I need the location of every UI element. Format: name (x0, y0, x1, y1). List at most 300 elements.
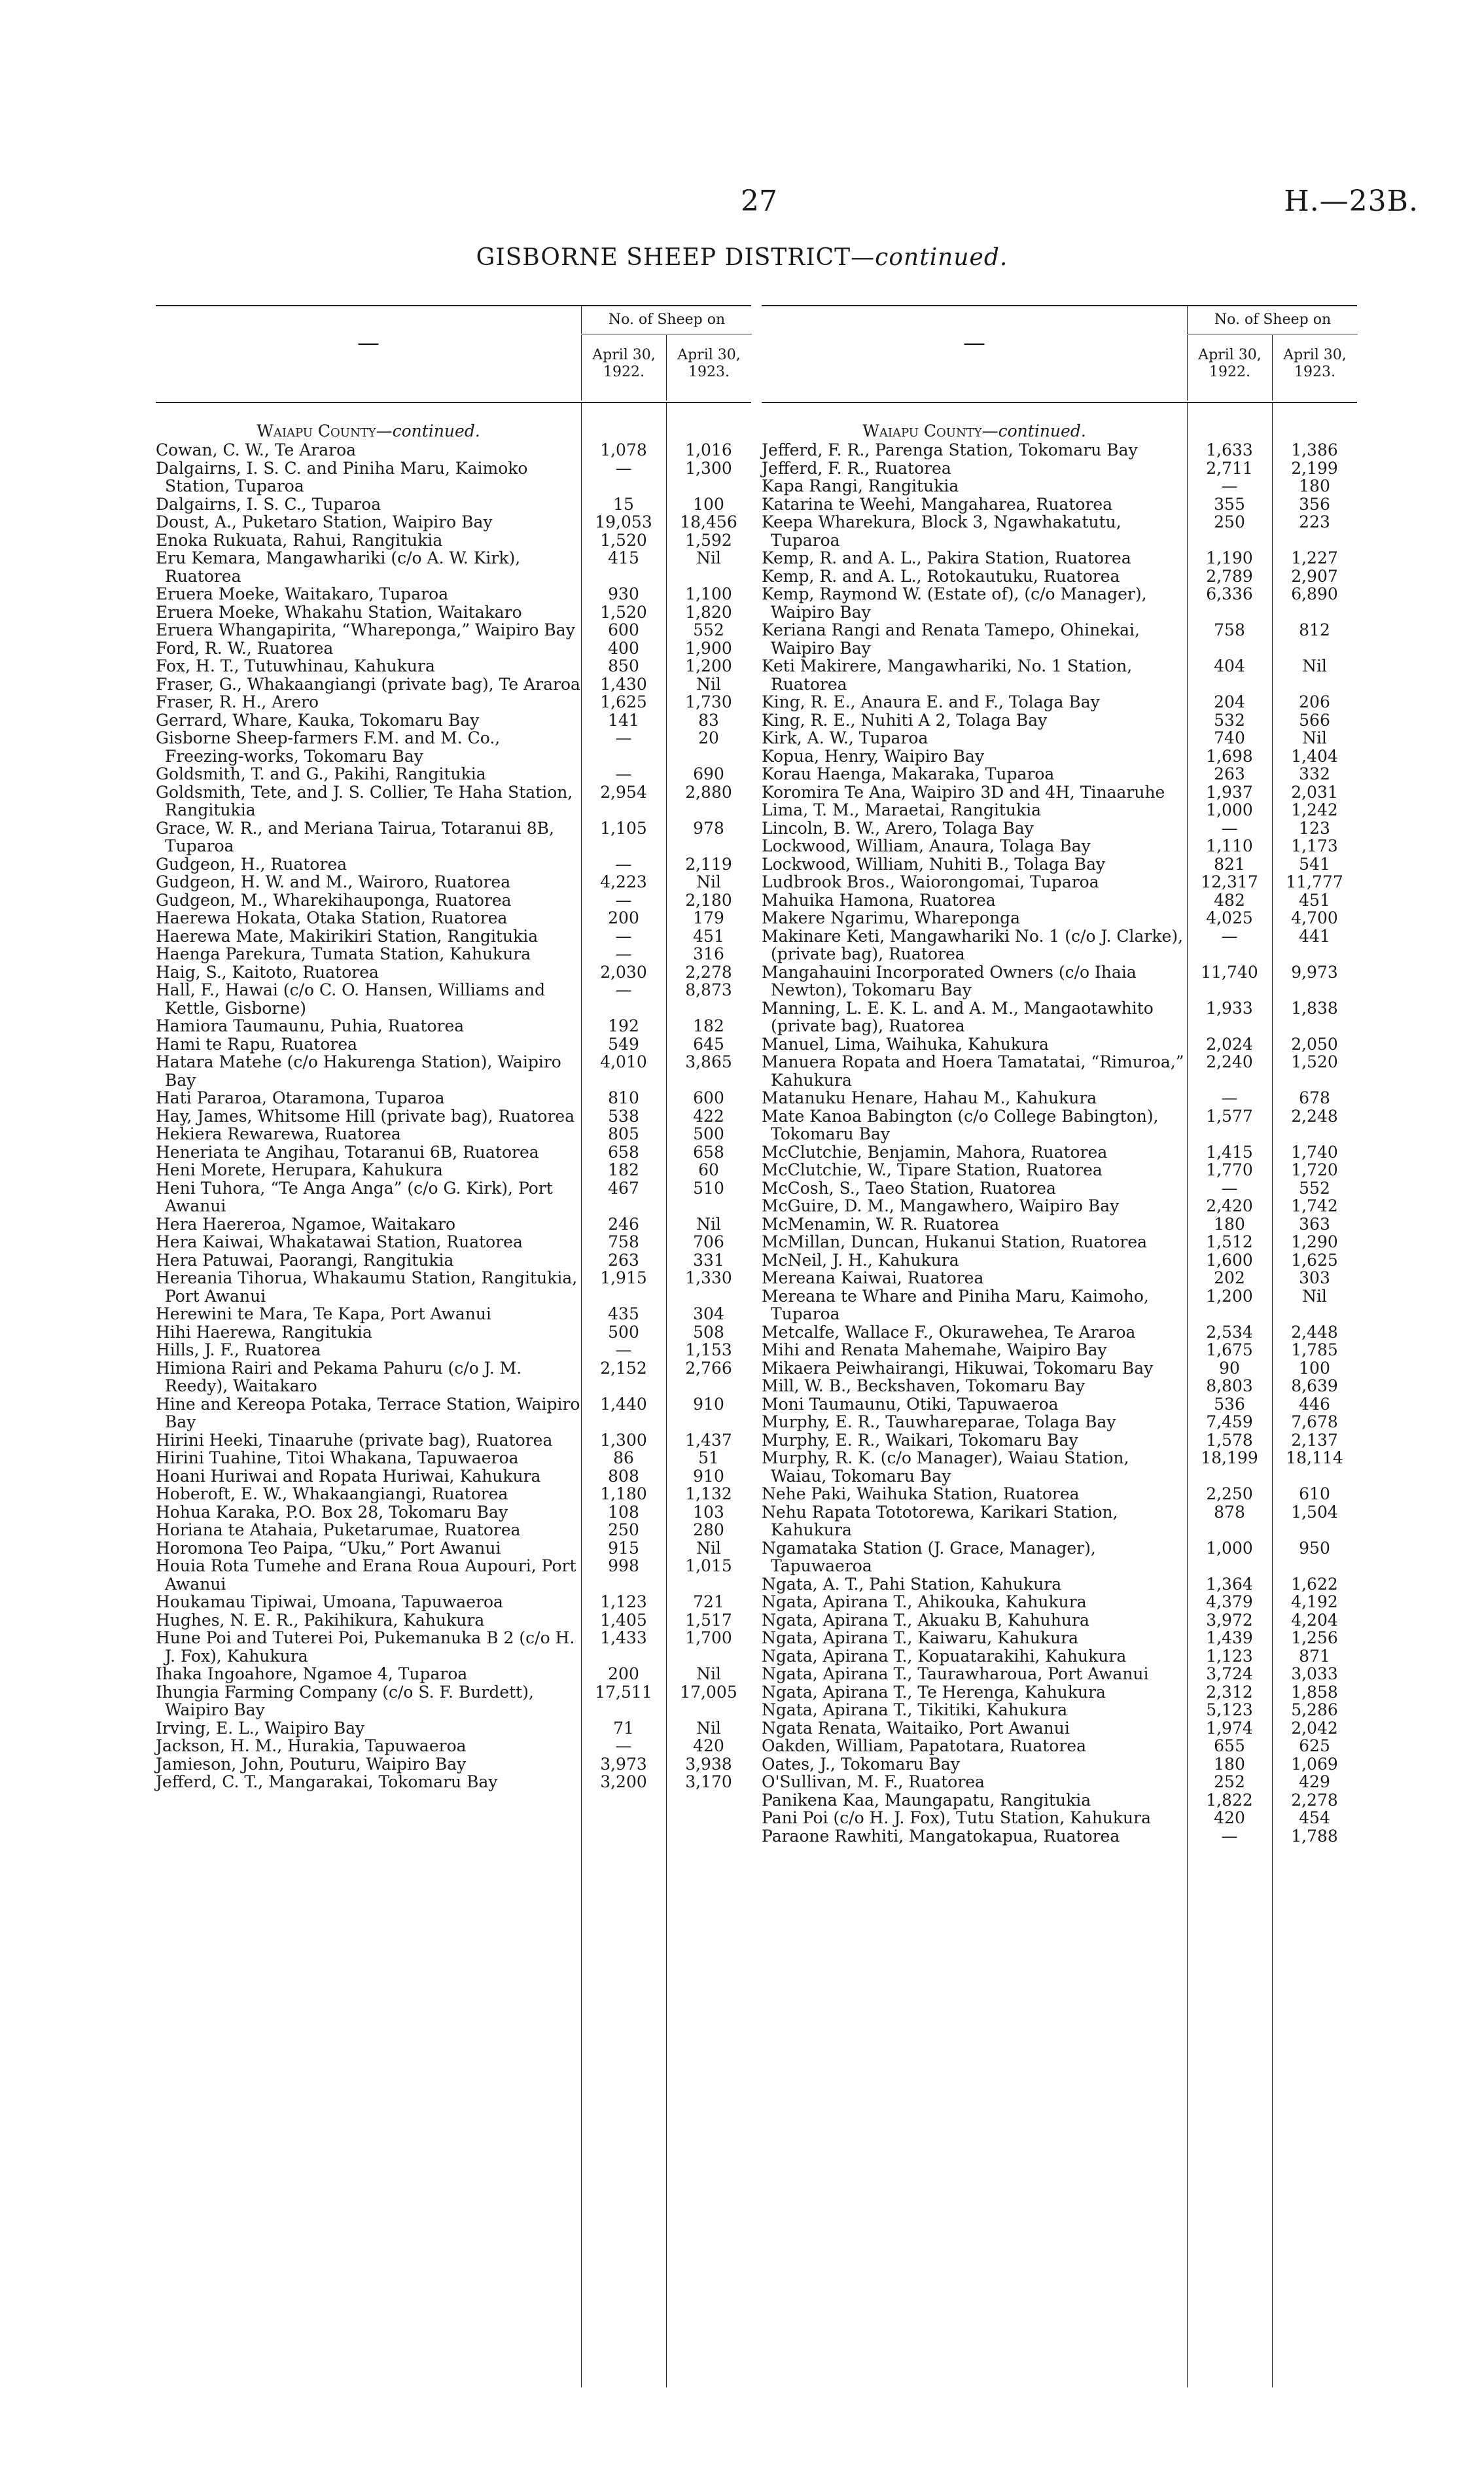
table-row (762, 495, 1357, 514)
table-row (762, 1251, 1357, 1270)
owner-name: Ihaka Ingoahore, Ngamoe 4, Tuparoa (156, 1664, 468, 1683)
owner-name: Kemp, R. and A. L., Pakira Station, Ruatorea (762, 548, 1131, 567)
table-row (762, 1737, 1357, 1755)
owner-name: Fraser, R. H., Arero (156, 692, 319, 711)
table-row (156, 459, 751, 495)
table-row (156, 1179, 751, 1215)
sheep-1922: 482 (1214, 890, 1245, 910)
sheep-1922: 532 (1214, 710, 1245, 730)
sheep-1922: — (615, 890, 632, 910)
owner-name: Hohua Karaka, P.O. Box 28, Tokomaru Bay (156, 1502, 508, 1522)
sheep-1922: — (615, 926, 632, 946)
sheep-1923: 1,227 (1291, 548, 1338, 567)
sheep-1922: 2,152 (600, 1358, 647, 1378)
sheep-1922: 1,675 (1206, 1340, 1253, 1359)
table-row (762, 1449, 1357, 1485)
sheep-1923: 363 (1299, 1214, 1330, 1234)
owner-name: McClutchie, Benjamin, Mahora, Ruatorea (762, 1142, 1108, 1162)
owner-name: Ngata, Apirana T., Taurawharoua, Port Awanui (762, 1664, 1149, 1683)
sheep-1923: 625 (1299, 1736, 1330, 1755)
sheep-1922: — (615, 1736, 632, 1755)
sheep-1923: 8,873 (685, 980, 732, 999)
sheep-1923: 17,005 (680, 1682, 737, 1702)
sheep-1922: 1,430 (600, 674, 647, 694)
sheep-1923: 1,386 (1291, 440, 1338, 459)
sheep-1923: 1,820 (685, 602, 732, 622)
sheep-1923: Nil (696, 1214, 721, 1234)
sheep-1923: 812 (1299, 620, 1330, 639)
sheep-1922: — (615, 944, 632, 963)
table-body (762, 403, 1357, 2387)
table-row (762, 1431, 1357, 1450)
sheep-1923: 645 (693, 1034, 724, 1054)
table-row (762, 1755, 1357, 1774)
owner-name: Jackson, H. M., Hurakia, Tapuwaeroa (156, 1736, 467, 1755)
sheep-1922: 19,053 (595, 512, 652, 531)
sheep-1922: 538 (608, 1106, 639, 1126)
table-row (156, 1161, 751, 1179)
table-row (156, 1665, 751, 1683)
sheep-1922: — (1221, 476, 1238, 495)
owner-name: Keepa Wharekura, Block 3, Ngawhakatutu, Tuparoa (762, 512, 1122, 550)
table-row (762, 1629, 1357, 1647)
table-row (762, 1665, 1357, 1683)
sheep-1923: 83 (698, 710, 719, 730)
owner-name: Goldsmith, T. and G., Pakihi, Rangitukia (156, 764, 486, 783)
table-row (762, 1485, 1357, 1503)
sheep-1922: — (1221, 1826, 1238, 1846)
sheep-1922: 246 (608, 1214, 639, 1234)
sheep-1923: 1,100 (685, 584, 732, 603)
sheep-1923: 2,199 (1291, 458, 1338, 478)
table-row (762, 729, 1357, 747)
table-row (762, 441, 1357, 459)
sheep-1923: 2,050 (1291, 1034, 1338, 1054)
table-row (762, 459, 1357, 478)
sheep-1922: 2,024 (1206, 1034, 1253, 1054)
table-row (762, 1827, 1357, 1846)
header-blank: — (357, 330, 380, 356)
sheep-1922: 1,440 (600, 1394, 647, 1414)
owner-name: Goldsmith, Tete, and J. S. Collier, Te Haha Station, Rangitukia (156, 782, 573, 819)
table-row (156, 513, 751, 531)
owner-name: Ludbrook Bros., Waiorongomai, Tuparoa (762, 872, 1099, 891)
owner-name: Ihungia Farming Company (c/o S. F. Burdett), Waipiro Bay (156, 1682, 534, 1719)
table-row (762, 1233, 1357, 1251)
owner-name: Hughes, N. E. R., Pakihikura, Kahukura (156, 1610, 485, 1630)
owner-name: Grace, W. R., and Meriana Tairua, Totaranui 8B, Tuparoa (156, 818, 554, 855)
sheep-1923: 1,517 (685, 1610, 732, 1630)
table-row (762, 1107, 1357, 1143)
sheep-1923: 60 (698, 1160, 719, 1179)
sheep-1923: 454 (1299, 1808, 1330, 1827)
table-row (762, 1701, 1357, 1719)
owner-name: Fraser, G., Whakaangiangi (private bag), Te Araroa (156, 674, 580, 694)
sheep-1922: 180 (1214, 1754, 1245, 1774)
sheep-1923: 1,300 (685, 458, 732, 478)
sheep-1922: 90 (1219, 1358, 1240, 1378)
sheep-1922: 355 (1214, 494, 1245, 514)
sheep-1923: 3,865 (685, 1052, 732, 1071)
sheep-1922: 1,415 (1206, 1142, 1253, 1162)
owner-name: Keriana Rangi and Renata Tamepo, Ohinekai, Waipiro Bay (762, 620, 1140, 658)
sheep-1922: 204 (1214, 692, 1245, 711)
table-row (762, 1395, 1357, 1414)
sheep-1923: 4,192 (1291, 1592, 1338, 1611)
sheep-1923: 18,456 (680, 512, 737, 531)
table-row (762, 711, 1357, 730)
table-row (762, 1683, 1357, 1702)
owner-name: Enoka Rukuata, Rahui, Rangitukia (156, 530, 443, 550)
owner-name: Koromira Te Ana, Waipiro 3D and 4H, Tinaaruhe (762, 782, 1165, 802)
section-name: Waiapu County— (256, 421, 393, 440)
sheep-1922: 808 (608, 1466, 639, 1486)
sheep-1922: 180 (1214, 1214, 1245, 1234)
table-row (762, 1773, 1357, 1791)
sheep-1923: 541 (1299, 854, 1330, 874)
sheep-1922: 4,379 (1206, 1592, 1253, 1611)
sheep-1922: 1,822 (1206, 1790, 1253, 1810)
sheep-1923: 2,031 (1291, 782, 1338, 802)
table-row (156, 711, 751, 730)
section-heading (762, 403, 1187, 441)
sheep-1923: 11,777 (1286, 872, 1343, 891)
table-row (762, 1035, 1357, 1054)
sheep-1922: 71 (613, 1718, 634, 1738)
table-row (156, 1503, 751, 1522)
sheep-1922: 740 (1214, 728, 1245, 747)
table-row (156, 657, 751, 675)
owner-name: Hay, James, Whitsome Hill (private bag), Ruatorea (156, 1106, 575, 1126)
owner-name: Lockwood, William, Anaura, Tolaga Bay (762, 836, 1091, 855)
sheep-1922: 1,200 (1206, 1286, 1253, 1306)
sheep-1923: 2,278 (1291, 1790, 1338, 1810)
owner-name: Mate Kanoa Babington (c/o College Babington), Tokomaru Bay (762, 1106, 1159, 1143)
sheep-1922: 1,770 (1206, 1160, 1253, 1179)
sheep-1923: 2,137 (1291, 1430, 1338, 1450)
owner-name: King, R. E., Nuhiti A 2, Tolaga Bay (762, 710, 1048, 730)
sheep-1922: 1,000 (1206, 1538, 1253, 1558)
sheep-1922: 1,520 (600, 602, 647, 622)
owner-name: Jefferd, F. R., Ruatorea (762, 458, 951, 478)
sheep-1922: 658 (608, 1142, 639, 1162)
owner-name: McNeil, J. H., Kahukura (762, 1250, 959, 1270)
sheep-1923: 51 (698, 1448, 719, 1467)
owner-name: Mereana Kaiwai, Ruatorea (762, 1268, 984, 1287)
sheep-1922: 878 (1214, 1502, 1245, 1522)
sheep-1923: 123 (1299, 818, 1330, 838)
sheep-1922: — (1221, 818, 1238, 838)
table-row (156, 1341, 751, 1359)
table-row (156, 1773, 751, 1791)
sheep-1922: 1,512 (1206, 1232, 1253, 1251)
sheep-1923: 2,248 (1291, 1106, 1338, 1126)
sheep-1922: 3,724 (1206, 1664, 1253, 1683)
owner-name: Mahuika Hamona, Ruatorea (762, 890, 996, 910)
sheep-1922: 263 (608, 1250, 639, 1270)
sheep-1923: 1,625 (1291, 1250, 1338, 1270)
table-row (156, 1449, 751, 1467)
sheep-1923: 1,200 (685, 656, 732, 675)
sheep-1922: 930 (608, 584, 639, 603)
sheep-1923: 206 (1299, 692, 1330, 711)
owner-name: Manning, L. E. K. L. and A. M., Mangaotawhito (private bag), Ruatorea (762, 998, 1154, 1035)
document-reference: H.—23B. (1284, 185, 1419, 218)
owner-name: Haenga Parekura, Tumata Station, Kahukura (156, 944, 531, 963)
table-row (762, 891, 1357, 910)
sheep-1922: 1,625 (600, 692, 647, 711)
sheep-1923: 1,900 (685, 638, 732, 658)
sheep-1923: 280 (693, 1520, 724, 1539)
sheep-1922: 1,190 (1206, 548, 1253, 567)
header-col-1922: April 30, 1922. (1187, 335, 1272, 401)
sheep-1922: 1,433 (600, 1628, 647, 1647)
sheep-1922: 415 (608, 548, 639, 567)
sheep-1922: 810 (608, 1088, 639, 1107)
sheep-1922: 250 (1214, 512, 1245, 531)
owner-name: Houkamau Tipiwai, Umoana, Tapuwaeroa (156, 1592, 503, 1611)
table-row (156, 1359, 751, 1395)
page-title (0, 244, 1484, 271)
sheep-1923: 3,938 (685, 1754, 732, 1774)
sheep-1922: 1,405 (600, 1610, 647, 1630)
owner-name: Eruera Whangapirita, “Whareponga,” Waipiro Bay (156, 620, 575, 639)
owner-name: Mihi and Renata Mahemahe, Waipiro Bay (762, 1340, 1107, 1359)
table-row (762, 513, 1357, 549)
sheep-1922: — (615, 764, 632, 783)
table-row (156, 585, 751, 603)
sheep-1922: 1,698 (1206, 746, 1253, 766)
table-row (762, 693, 1357, 711)
sheep-1923: 4,204 (1291, 1610, 1338, 1630)
sheep-1923: 2,907 (1291, 566, 1338, 586)
table-header (156, 305, 751, 403)
owner-name: Hera Patuwai, Paorangi, Rangitukia (156, 1250, 454, 1270)
owner-name: Houia Rota Tumehe and Erana Roua Aupouri, Port Awanui (156, 1556, 576, 1594)
owner-name: Lincoln, B. W., Arero, Tolaga Bay (762, 818, 1034, 838)
table-row (156, 693, 751, 711)
sheep-1922: 4,025 (1206, 908, 1253, 927)
sheep-1922: 18,199 (1201, 1448, 1258, 1467)
table-row (762, 567, 1357, 586)
table-row (762, 1413, 1357, 1431)
table-row (156, 981, 751, 1017)
table-row (156, 639, 751, 658)
owner-name: Mangahauini Incorporated Owners (c/o Ihaia Newton), Tokomaru Bay (762, 962, 1137, 999)
sheep-1922: — (615, 854, 632, 874)
sheep-1923: 1,069 (1291, 1754, 1338, 1774)
table-row (762, 1539, 1357, 1575)
table-row (762, 1611, 1357, 1630)
sheep-1923: 508 (693, 1322, 724, 1342)
sheep-1923: 910 (693, 1394, 724, 1414)
sheep-1922: 2,250 (1206, 1484, 1253, 1503)
owner-name: Ngamataka Station (J. Grace, Manager), Tapuwaeroa (762, 1538, 1096, 1575)
sheep-1922: 15 (613, 494, 634, 514)
owner-name: Himiona Rairi and Pekama Pahuru (c/o J. M. Reedy), Waitakaro (156, 1358, 522, 1395)
table-row (762, 855, 1357, 874)
sheep-1923: 1,016 (685, 440, 732, 459)
owner-name: Ngata, Apirana T., Tikitiki, Kahukura (762, 1700, 1068, 1719)
sheep-1922: 500 (608, 1322, 639, 1342)
table-row (762, 1323, 1357, 1342)
owner-name: Gerrard, Whare, Kauka, Tokomaru Bay (156, 710, 480, 730)
sheep-1923: 2,278 (685, 962, 732, 982)
table-row (156, 1125, 751, 1143)
header-col-1922: April 30, 1922. (581, 335, 666, 401)
table-row (156, 963, 751, 982)
sheep-1923: 7,678 (1291, 1412, 1338, 1431)
sheep-1922: 600 (608, 620, 639, 639)
table-row (156, 1611, 751, 1630)
sheep-1923: 552 (693, 620, 724, 639)
sheep-1923: Nil (696, 1538, 721, 1558)
owner-name: Keti Makirere, Mangawhariki, No. 1 Station, Ruatorea (762, 656, 1133, 694)
table-row (156, 1737, 751, 1755)
sheep-1923: 2,042 (1291, 1718, 1338, 1738)
table-body (156, 403, 751, 2387)
sheep-1922: 2,534 (1206, 1322, 1253, 1342)
sheep-1923: 1,838 (1291, 998, 1338, 1018)
owner-name: Hills, J. F., Ruatorea (156, 1340, 321, 1359)
sheep-1922: 6,336 (1206, 584, 1253, 603)
owner-name: Hirini Heeki, Tinaaruhe (private bag), Ruatorea (156, 1430, 553, 1450)
table-row (156, 1485, 751, 1503)
owner-name: Haerewa Mate, Makirikiri Station, Rangitukia (156, 926, 539, 946)
sheep-1922: 3,972 (1206, 1610, 1253, 1630)
owner-name: Korau Haenga, Makaraka, Tuparoa (762, 764, 1055, 783)
sheep-1922: 1,937 (1206, 782, 1253, 802)
owner-name: Eruera Moeke, Waitakaro, Tuparoa (156, 584, 449, 603)
table-row (762, 1089, 1357, 1107)
table-row (156, 729, 751, 765)
owner-name: Ford, R. W., Ruatorea (156, 638, 334, 658)
owner-name: Metcalfe, Wallace F., Okurawehea, Te Araroa (762, 1322, 1136, 1342)
sheep-1923: 2,180 (685, 890, 732, 910)
header-col-1923: April 30, 1923. (666, 335, 751, 401)
table-row (156, 1233, 751, 1251)
owner-name: Murphy, E. R., Waikari, Tokomaru Bay (762, 1430, 1078, 1450)
table-row (762, 999, 1357, 1035)
owner-name: Horomona Teo Paipa, “Uku,” Port Awanui (156, 1538, 501, 1558)
sheep-1923: 103 (693, 1502, 724, 1522)
row-list (762, 441, 1357, 1845)
sheep-1922: 11,740 (1201, 962, 1258, 982)
sheep-1922: — (615, 980, 632, 999)
sheep-1922: 141 (608, 710, 639, 730)
sheep-1922: 1,000 (1206, 800, 1253, 819)
table-row (156, 603, 751, 622)
owner-name: Kirk, A. W., Tuparoa (762, 728, 928, 747)
table-row (762, 585, 1357, 621)
sheep-1923: 303 (1299, 1268, 1330, 1287)
owner-name: Hine and Kereopa Potaka, Terrace Station, Waipiro Bay (156, 1394, 580, 1431)
table-row (156, 1305, 751, 1323)
table-row (762, 963, 1357, 999)
owner-name: Hatara Matehe (c/o Hakurenga Station), Waipiro Bay (156, 1052, 561, 1090)
owner-name: Hoberoft, E. W., Whakaangiangi, Ruatorea (156, 1484, 508, 1503)
sheep-1923: 1,404 (1291, 746, 1338, 766)
table-row (762, 1377, 1357, 1395)
owner-name: Gudgeon, H. W. and M., Wairoro, Ruatorea (156, 872, 511, 891)
table-row (156, 1035, 751, 1054)
table-row (156, 1107, 751, 1126)
sheep-1923: 420 (693, 1736, 724, 1755)
table-row (156, 1323, 751, 1342)
header-col-1923: April 30, 1923. (1272, 335, 1357, 401)
sheep-1923: 1,592 (685, 530, 732, 550)
sheep-1923: 3,170 (685, 1772, 732, 1791)
owner-name: Ngata, Apirana T., Ahikouka, Kahukura (762, 1592, 1087, 1611)
sheep-1923: 1,242 (1291, 800, 1338, 819)
sheep-1923: 223 (1299, 512, 1330, 531)
table-row (156, 1629, 751, 1665)
table-row (156, 549, 751, 585)
owner-name: McMenamin, W. R. Ruatorea (762, 1214, 1000, 1234)
sheep-1923: 331 (693, 1250, 724, 1270)
owner-name: King, R. E., Anaura E. and F., Tolaga Bay (762, 692, 1100, 711)
table-row (156, 1215, 751, 1234)
sheep-1923: 1,173 (1291, 836, 1338, 855)
owner-name: Hirini Tuahine, Titoi Whakana, Tapuwaeroa (156, 1448, 519, 1467)
title-main: GISBORNE SHEEP DISTRICT— (476, 244, 875, 271)
table-row (156, 1269, 751, 1305)
table-row (762, 837, 1357, 855)
sheep-1923: Nil (1302, 728, 1327, 747)
sheep-1922: 435 (608, 1304, 639, 1323)
sheep-1923: 1,256 (1291, 1628, 1338, 1647)
owner-name: Gudgeon, H., Ruatorea (156, 854, 347, 874)
owner-name: Hami te Rapu, Ruatorea (156, 1034, 358, 1054)
table-row (762, 1269, 1357, 1287)
sheep-1923: 6,890 (1291, 584, 1338, 603)
sheep-1923: Nil (696, 548, 721, 567)
sheep-1922: 1,364 (1206, 1574, 1253, 1594)
sheep-1922: 108 (608, 1502, 639, 1522)
sheep-1922: 7,459 (1206, 1412, 1253, 1431)
owner-name: Hekiera Rewarewa, Ruatorea (156, 1124, 401, 1143)
sheep-1922: 1,933 (1206, 998, 1253, 1018)
table-row (762, 801, 1357, 819)
sheep-1923: 429 (1299, 1772, 1330, 1791)
sheep-1923: Nil (1302, 656, 1327, 675)
sheep-1922: 915 (608, 1538, 639, 1558)
owner-name: Paraone Rawhiti, Mangatokapua, Ruatorea (762, 1826, 1120, 1846)
sheep-1923: 8,639 (1291, 1376, 1338, 1395)
table-row (156, 531, 751, 550)
sheep-1922: 1,078 (600, 440, 647, 459)
sheep-1922: 200 (608, 908, 639, 927)
table-row (762, 1215, 1357, 1234)
owner-name: Hamiora Taumaunu, Puhia, Ruatorea (156, 1016, 465, 1035)
sheep-1923: 451 (1299, 890, 1330, 910)
sheep-1923: 978 (693, 818, 724, 838)
header-blank: — (963, 330, 985, 356)
owner-name: Ngata, Apirana T., Te Herenga, Kahukura (762, 1682, 1106, 1702)
table-row (156, 1251, 751, 1270)
table-row (156, 1683, 751, 1719)
sheep-1923: 1,622 (1291, 1574, 1338, 1594)
sheep-1922: 252 (1214, 1772, 1245, 1791)
sheep-1923: Nil (696, 1664, 721, 1683)
owner-name: Heni Tuhora, “Te Anga Anga” (c/o G. Kirk), Port Awanui (156, 1178, 553, 1215)
sheep-1923: 552 (1299, 1178, 1330, 1198)
sheep-1923: 1,290 (1291, 1232, 1338, 1251)
table-row (156, 909, 751, 927)
table-row (762, 1503, 1357, 1539)
sheep-1923: 441 (1299, 926, 1330, 946)
owner-name: Kapa Rangi, Rangitukia (762, 476, 959, 495)
